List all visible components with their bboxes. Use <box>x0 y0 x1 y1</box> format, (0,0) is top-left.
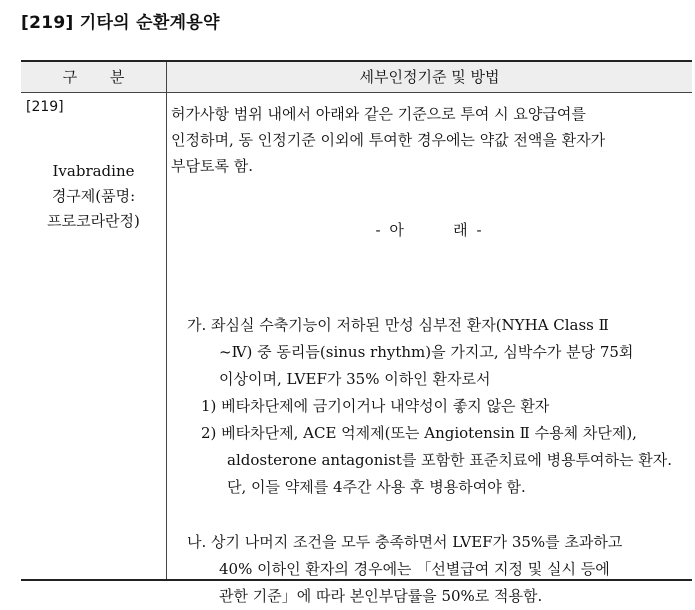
intro-line: 부담토록 함. <box>171 157 253 175</box>
sub-item-2: 2) 베타차단제, ACE 억제제(또는 Angiotensin Ⅱ 수용체 차단제), <box>201 424 637 442</box>
header-criteria: 세부인정기준 및 방법 <box>359 68 500 86</box>
item-line: 관한 기준」에 따라 본인부담률을 50%로 적용함. <box>219 587 543 605</box>
item-line: 나. 상기 나머지 조건을 모두 충족하면서 LVEF가 35%를 초과하고 <box>187 533 623 551</box>
intro-paragraph <box>171 101 690 179</box>
criteria-item-ga <box>187 312 690 501</box>
intro-line: 인정하며, 동 인정기준 이외에 투여한 경우에는 약값 전액을 환자가 <box>171 131 606 149</box>
criteria-table <box>21 60 692 605</box>
item-line: 40% 이하인 환자의 경우에는 「선별급여 지정 및 실시 등에 <box>219 560 610 578</box>
section-heading: [219] 기타의 순환계용약 <box>21 13 220 33</box>
criteria-item-na <box>187 529 690 610</box>
drug-name-line: Ivabradine <box>52 162 135 180</box>
drug-name <box>21 159 166 234</box>
item-line: 가. 좌심실 수축기능이 저하된 만성 심부전 환자(NYHA Class Ⅱ <box>187 316 609 334</box>
intro-line: 허가사항 범위 내에서 아래와 같은 기준으로 투여 시 요양급여를 <box>171 105 586 123</box>
drug-name-line: 프로코라란정) <box>47 212 140 230</box>
drug-name-line: 경구제(품명: <box>51 187 136 205</box>
header-category: 구 분 <box>62 68 139 86</box>
sub-item-2-line: 단, 이들 약제를 4주간 사용 후 병용하여야 함. <box>227 478 526 496</box>
item-line: ~Ⅳ) 중 동리듬(sinus rhythm)을 가지고, 심박수가 분당 75회 <box>219 343 634 361</box>
category-cell <box>21 93 166 579</box>
sub-item-2-line: aldosterone antagonist를 포함한 표준치료에 병용투여하는 환자. <box>227 451 673 469</box>
note-title: - 아 래 - <box>375 221 484 239</box>
sub-item-1: 1) 베타차단제에 금기이거나 내약성이 좋지 않은 환자 <box>201 397 550 415</box>
item-line: 이상이며, LVEF가 35% 이하인 환자로서 <box>219 370 491 388</box>
category-code: [219] <box>26 99 64 115</box>
table-header-row <box>21 62 692 93</box>
criteria-cell <box>167 93 692 605</box>
